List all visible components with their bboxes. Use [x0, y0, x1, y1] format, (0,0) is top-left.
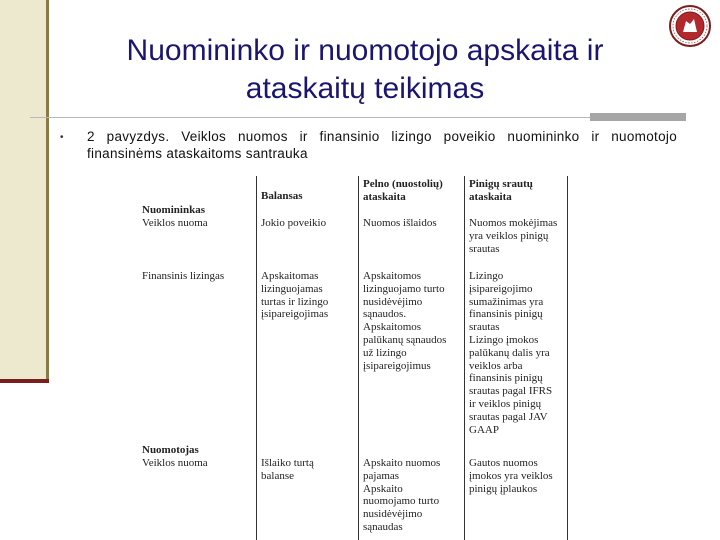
- title-divider-accent: [590, 113, 686, 121]
- cell-income: Apskaitomos lizinguojamo turto nusidėvėjimo sąnaudos. Apskaitomos palūkanų sąnaudos už lizingo įsipareigojimus: [363, 270, 447, 372]
- cell-income: Apskaito nuomos pajamas Apskaito nuomojamo turto nusidėvėjimo sąnaudas: [363, 457, 441, 533]
- cell-balance: Apskaitomas lizinguojamas turtas ir lizingo įsipareigojimas: [261, 270, 329, 321]
- slide-title: Nuomininko ir nuomotojo apskaita ir ataskaitų teikimas: [126, 34, 604, 105]
- cell-cashflow: Nuomos mokėjimas yra veiklos pinigų srautas: [469, 217, 558, 255]
- cell-balance: Jokio poveikio: [261, 217, 327, 229]
- cell-cashflow: Lizingo įsipareigojimo sumažinimas yra finansinis pinigų srautas Lizingo įmokos palūkanų dalis yra veiklos arba finansinis pinigų srautas pagal IFRS ir veiklos pinigų srautas pagal JAV GAAP: [469, 270, 553, 436]
- row-label: Finansinis lizingas: [142, 270, 225, 282]
- lessor-label: Nuomotojas: [142, 444, 199, 456]
- table-divider: [358, 176, 359, 540]
- cell-balance: Išlaiko turtą balanse: [261, 457, 314, 482]
- table-divider: [256, 176, 257, 540]
- cell-cashflow: Gautos nuomos įmokos yra veiklos pinigų įplaukos: [469, 457, 553, 495]
- table-divider: [464, 176, 465, 540]
- table-divider: [567, 176, 568, 540]
- bullet-marker: •: [60, 132, 64, 143]
- row-label: Veiklos nuoma: [142, 457, 208, 469]
- header-cashflow: Pinigų srautų ataskaita: [469, 178, 533, 203]
- left-decor-accent: [0, 379, 49, 383]
- header-balance: Balansas: [261, 190, 303, 202]
- left-decor-bar: [0, 0, 49, 382]
- university-seal-icon: [668, 4, 712, 48]
- cell-income: Nuomos išlaidos: [363, 217, 437, 229]
- header-income: Pelno (nuostolių) ataskaita: [363, 178, 443, 203]
- row-label: Veiklos nuoma: [142, 217, 208, 229]
- lease-summary-table: [137, 176, 569, 540]
- lessee-label: Nuomininkas: [142, 204, 205, 216]
- title-divider: [30, 117, 590, 118]
- intro-text: 2 pavyzdys. Veiklos nuomos ir finansinio lizingo poveikio nuomininko ir nuomotojo finansinėms ataskaitoms santrauka: [87, 129, 677, 161]
